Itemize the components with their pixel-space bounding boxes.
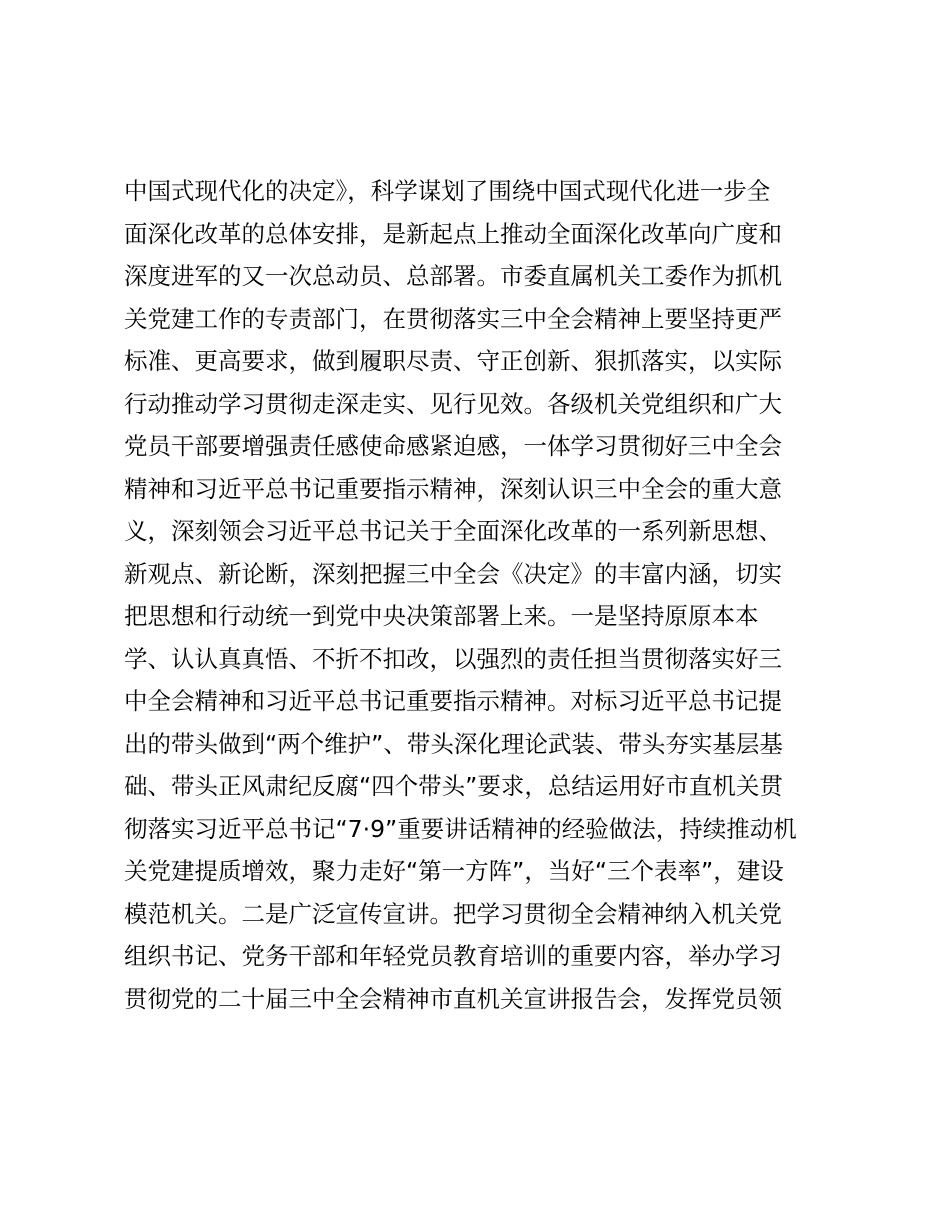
text-line: 行动推动学习贯彻走深走实、见行见效。各级机关党组织和广大 — [124, 389, 782, 418]
text-line: 中全会精神和习近平总书记重要指示精神。对标习近平总书记提 — [124, 687, 782, 715]
text-line: 础、带头正风肃纪反腐“四个带头”要求，总结运用好市直机关贯 — [124, 772, 783, 800]
text-line: 模范机关。二是广泛宣传宣讲。把学习贯彻全会精神纳入机关党 — [124, 899, 782, 928]
text-line: 出的带头做到“两个维护”、带头深化理论武装、带头夯实基层基 — [124, 729, 783, 758]
text-line: 关党建提质增效，聚力走好“第一方阵”，当好“三个表率”，建设 — [124, 857, 784, 885]
text-line: 贯彻党的二十届三中全会精神市直机关宣讲报告会，发挥党员领 — [124, 984, 782, 1013]
text-line: 学、认认真真悟、不折不扣改，以强烈的责任担当贯彻落实好三 — [124, 644, 782, 673]
text-line: 中国式现代化的决定》，科学谋划了围绕中国式现代化进一步全 — [124, 177, 771, 205]
text-line: 关党建工作的专责部门，在贯彻落实三中全会精神上要坚持更严 — [124, 304, 782, 333]
text-line: 义，深刻领会习近平总书记关于全面深化改革的一系列新思想、 — [124, 517, 782, 545]
text-line: 标准、更高要求，做到履职尽责、守正创新、狠抓落实，以实际 — [124, 347, 782, 375]
text-line: 把思想和行动统一到党中央决策部署上来。一是坚持原原本本 — [124, 602, 759, 630]
text-line: 彻落实习近平总书记“7·9”重要讲话精神的经验做法，持续推动机 — [124, 814, 797, 843]
text-line: 面深化改革的总体安排，是新起点上推动全面深化改革向广度和 — [124, 219, 782, 248]
body-text — [124, 170, 844, 1020]
text-line: 精神和习近平总书记重要指示精神，深刻认识三中全会的重大意 — [124, 474, 782, 503]
text-line: 深度进军的又一次总动员、总部署。市委直属机关工委作为抓机 — [124, 262, 782, 290]
text-line: 组织书记、党务干部和年轻党员教育培训的重要内容，举办学习 — [124, 942, 782, 970]
text-line: 党员干部要增强责任感使命感紧迫感，一体学习贯彻好三中全会 — [124, 432, 782, 460]
text-line: 新观点、新论断，深刻把握三中全会《决定》的丰富内涵，切实 — [124, 559, 782, 588]
